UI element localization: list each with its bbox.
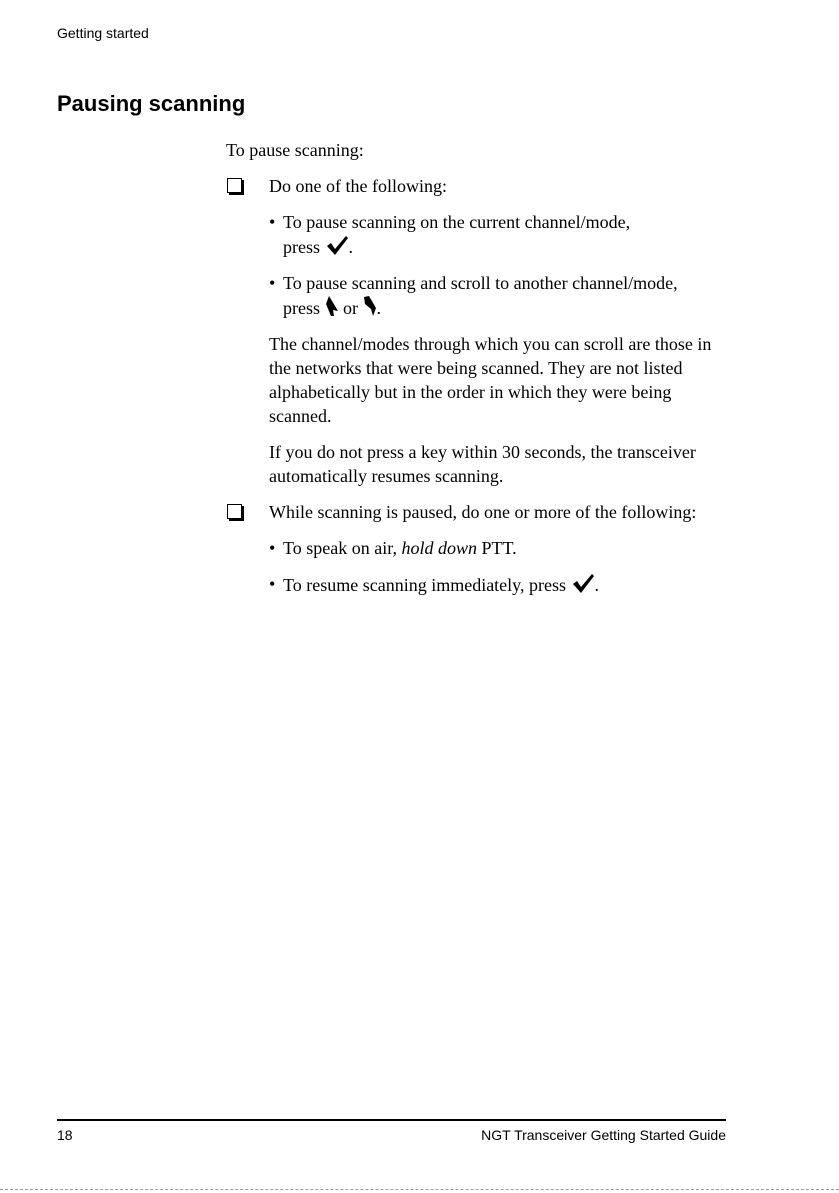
step-2-text: While scanning is paused, do one or more of the following: xyxy=(269,502,697,522)
section-body xyxy=(226,138,726,609)
step-1-paragraph-1: The channel/modes through which you can scroll are those in the networks that were being scanned. They are not listed alphabetically but in the order in which they were being scanned. xyxy=(269,334,712,426)
intro-text: To pause scanning: xyxy=(226,140,364,160)
running-header: Getting started xyxy=(57,25,149,41)
guide-title: NGT Transceiver Getting Started Guide xyxy=(481,1127,726,1143)
step-2 xyxy=(226,500,726,597)
page-edge-divider xyxy=(0,1189,839,1190)
bullet-text: To speak on air, xyxy=(283,538,397,558)
down-arrow-key-icon xyxy=(363,295,377,317)
bullet-text: To pause scanning and scroll to another channel/mode, xyxy=(283,273,678,293)
step-2-bullet-2: • To resume scanning immediately, press . xyxy=(269,574,599,595)
step-1-text: Do one of the following: xyxy=(269,176,447,196)
section-title: Pausing scanning xyxy=(57,91,246,116)
emphasis-text: hold down xyxy=(401,538,478,558)
bullet-text: press xyxy=(283,237,320,257)
bullet-text: To pause scanning on the current channel/mode, xyxy=(283,212,631,232)
step-2-bullet-1 xyxy=(269,536,726,560)
checkbox-icon xyxy=(227,504,242,519)
step-1-paragraph-2: If you do not press a key within 30 seconds, the transceiver automatically resumes scanning. xyxy=(269,442,696,486)
step-1-bullet-1: • To pause scanning on the current channel/mode, press . xyxy=(269,212,631,257)
bullet-text: To resume scanning immediately, press xyxy=(283,575,566,595)
check-key-icon xyxy=(325,234,349,256)
page-number: 18 xyxy=(57,1127,73,1143)
or-text: or xyxy=(343,298,358,318)
bullet-icon: • xyxy=(269,212,276,232)
step-1-bullet-2: • To pause scanning and scroll to another channel/mode, press or . xyxy=(269,273,678,318)
step-1 xyxy=(226,174,726,488)
bullet-icon: • xyxy=(269,538,276,558)
bullet-text: PTT. xyxy=(481,538,517,558)
up-arrow-key-icon xyxy=(325,295,339,317)
bullet-icon: • xyxy=(269,273,276,293)
check-key-icon xyxy=(571,572,595,594)
checkbox-icon xyxy=(227,178,242,193)
bullet-text: press xyxy=(283,298,320,318)
bullet-icon: • xyxy=(269,574,276,594)
footer-divider xyxy=(57,1119,726,1121)
